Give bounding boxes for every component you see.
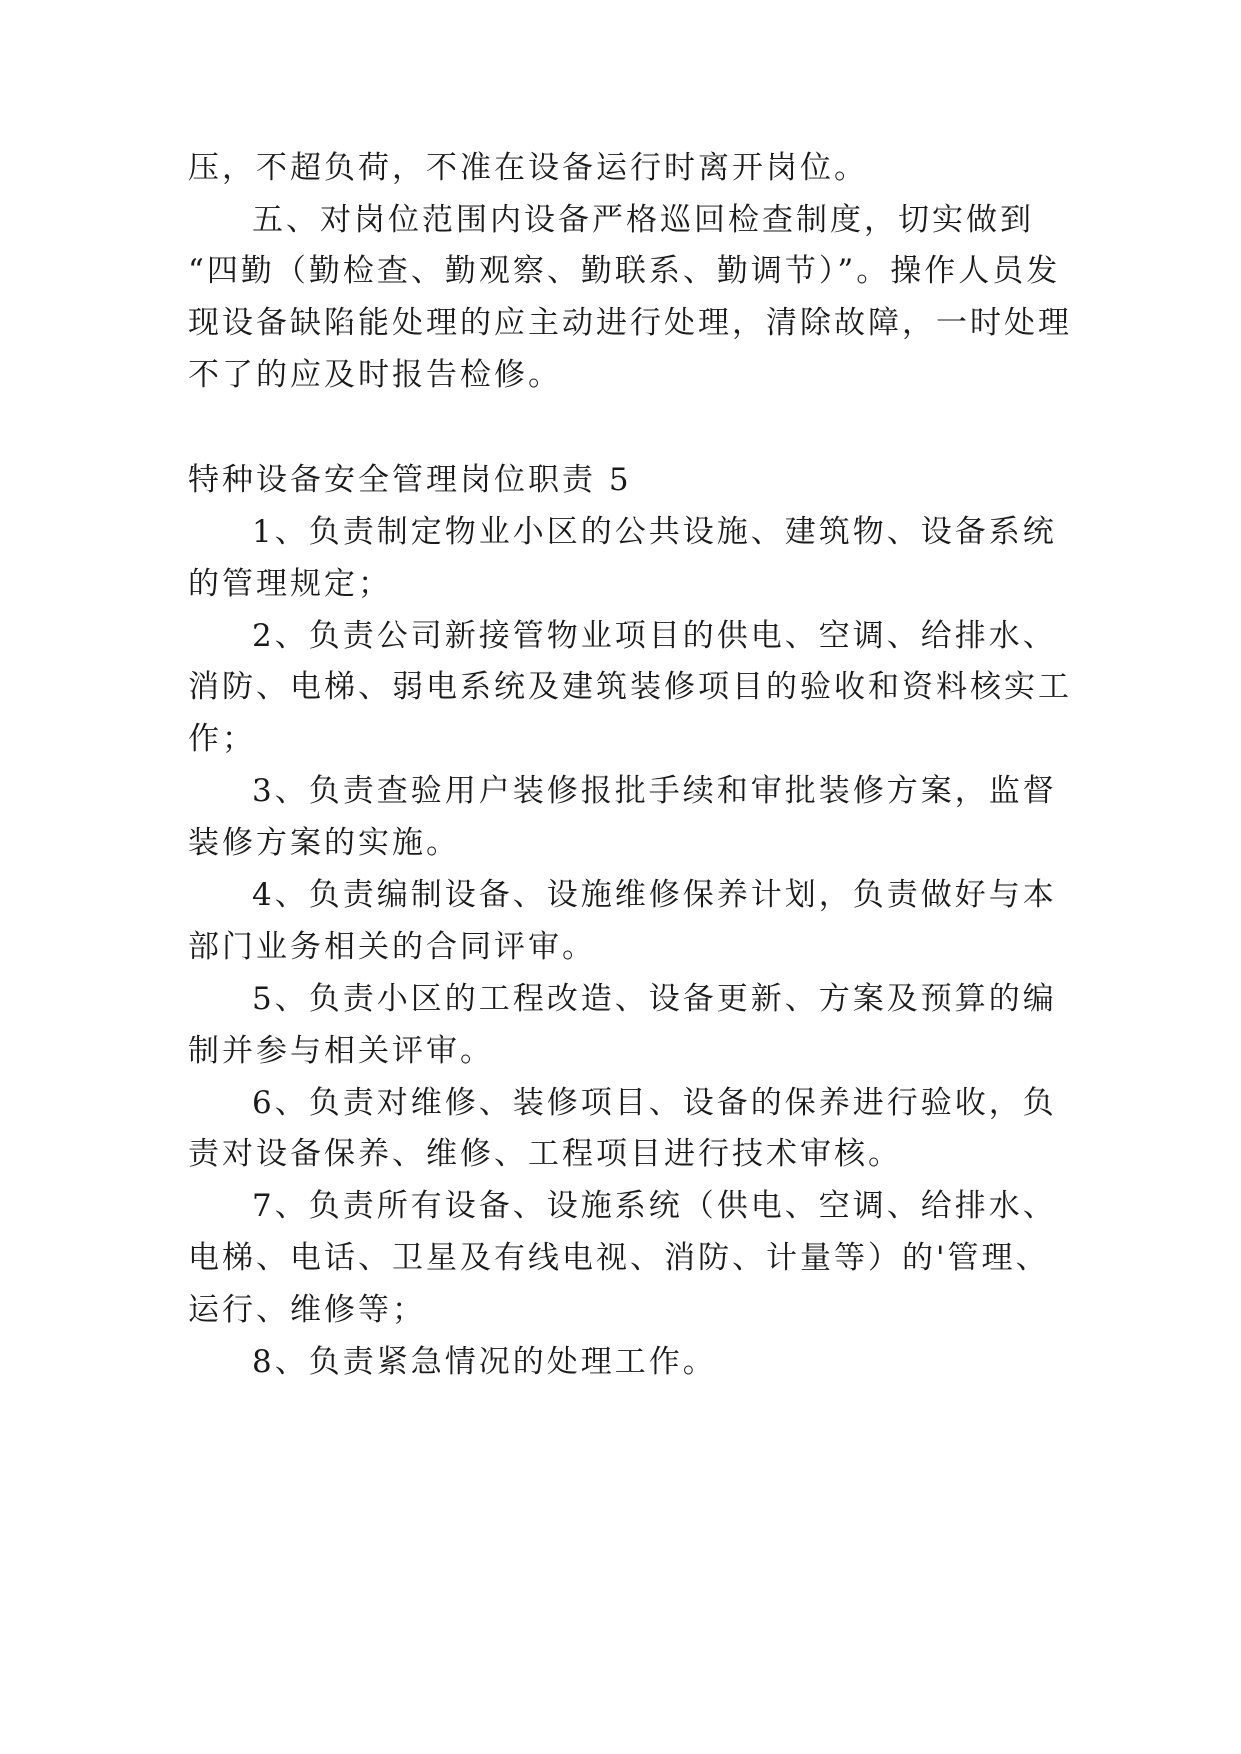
text-line: 作； [188,721,256,757]
list-item-3: 3、负责查验用户装修报批手续和审批装修方案，监督 [252,773,1057,809]
list-item-2: 2、负责公司新接管物业项目的供电、空调、给排水、 [252,618,1057,654]
list-item-1: 1、负责制定物业小区的公共设施、建筑物、设备系统 [252,514,1057,550]
text-line: 现设备缺陷能处理的应主动进行处理，清除故障，一时处理 [188,305,1072,341]
text-line: 消防、电梯、弱电系统及建筑装修项目的验收和资料核实工 [188,669,1072,705]
section-five-heading: 五、对岗位范围内设备严格巡回检查制度，切实做到 [252,202,1034,238]
text-line: 压，不超负荷，不准在设备运行时离开岗位。 [188,150,868,186]
text-line: 电梯、电话、卫星及有线电视、消防、计量等）的'管理、 [188,1240,1050,1276]
list-item-8: 8、负责紧急情况的处理工作。 [252,1344,717,1380]
text-line: 不了的应及时报告检修。 [188,357,562,393]
text-line: 运行、维修等； [188,1292,426,1328]
text-line: 部门业务相关的合同评审。 [188,929,596,965]
list-item-7: 7、负责所有设备、设施系统（供电、空调、给排水、 [252,1188,1057,1224]
list-item-5: 5、负责小区的工程改造、设备更新、方案及预算的编 [252,981,1057,1017]
text-line: “四勤（勤检查、勤观察、勤联系、勤调节）”。操作人员发 [188,253,1061,289]
text-line: 的管理规定； [188,566,392,602]
text-line: 装修方案的实施。 [188,825,460,861]
text-line: 制并参与相关评审。 [188,1033,494,1069]
list-item-6: 6、负责对维修、装修项目、设备的保养进行验收，负 [252,1085,1057,1121]
text-line: 责对设备保养、维修、工程项目进行技术审核。 [188,1136,902,1172]
section-title: 特种设备安全管理岗位职责 5 [188,462,632,498]
list-item-4: 4、负责编制设备、设施维修保养计划，负责做好与本 [252,877,1057,913]
